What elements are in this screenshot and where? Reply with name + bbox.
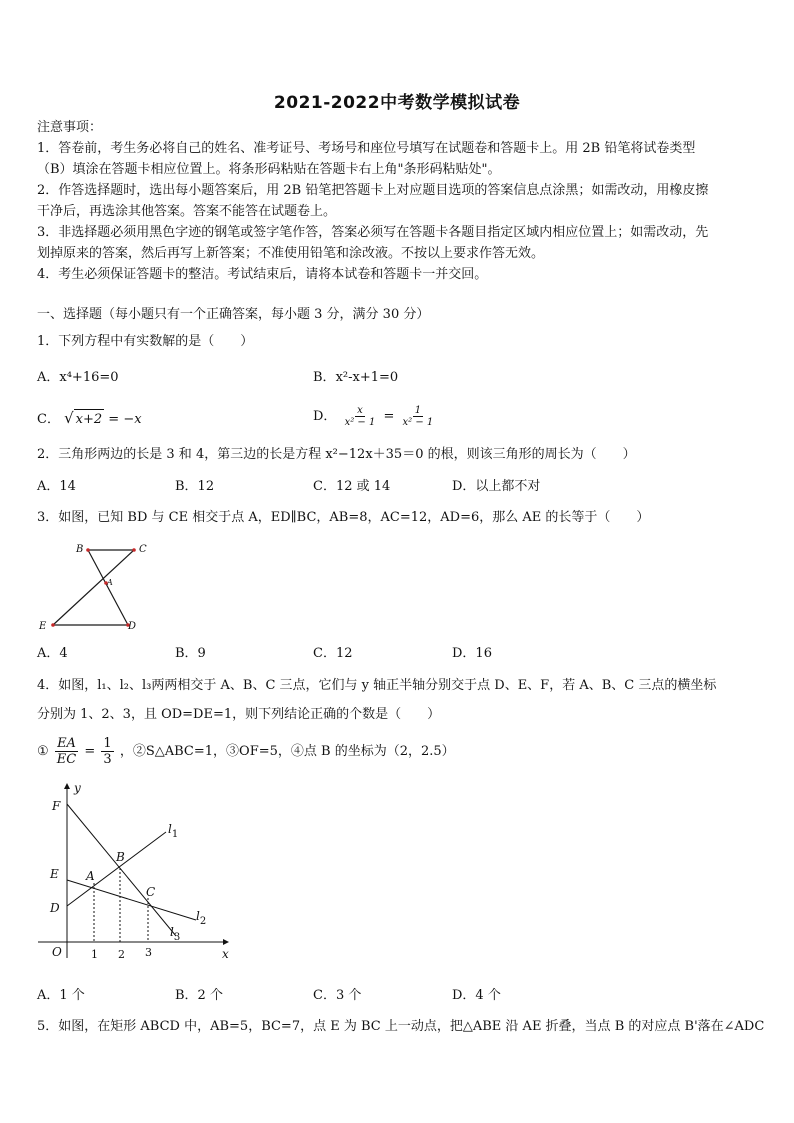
- q4-option-a: A．1 个: [37, 988, 85, 1003]
- q2-option-c: C．12 或 14: [313, 479, 391, 494]
- graph-x-label: x: [222, 947, 229, 961]
- q1-option-b: B．x²-x+1=0: [313, 370, 399, 385]
- graph-e-label: E: [50, 867, 59, 881]
- label-a: A: [107, 578, 113, 587]
- notice-line: 4．考生必须保证答题卡的整洁。考试结束后，请将本试卷和答题卡一并交回。: [37, 267, 488, 282]
- graph-d-label: D: [50, 901, 60, 915]
- notice-heading: 注意事项：: [37, 120, 103, 135]
- q2-option-d: D．以上都不对: [452, 479, 541, 494]
- graph-c-label: C: [146, 885, 156, 899]
- q4-option-d: D．4 个: [452, 988, 501, 1003]
- notice-line: 干净后，再选涂其他答案。答案不能答在试题卷上。: [37, 204, 337, 219]
- question-5-stem: 5．如图，在矩形 ABCD 中，AB=5，BC=7，点 E 为 BC 上一动点，把△ABE 沿 AE 折叠，当点 B 的对应点 B'落在∠ADC: [37, 1019, 765, 1034]
- label-d: D: [128, 621, 137, 632]
- notice-line: 2．作答选择题时，选出每小题答案后，用 2B 铅笔把答题卡上对应题目选项的答案信息点涂黑；如需改动，用橡皮擦: [37, 183, 709, 198]
- graph-l3-label: $l_3$: [170, 925, 181, 943]
- graph-tick-2: 2: [118, 948, 125, 961]
- q2-option-a: A．14: [37, 479, 76, 494]
- q4-option-c: C．3 个: [313, 988, 362, 1003]
- q4-option-b: B．2 个: [175, 988, 223, 1003]
- question-2-stem: 2．三角形两边的长是 3 和 4，第三边的长是方程 x²−12x＋35＝0 的根，则该三角形的周长为（ ）: [37, 447, 636, 462]
- section-heading: 一、选择题（每小题只有一个正确答案，每小题 3 分，满分 30 分）: [37, 307, 430, 322]
- page-title: 2021-2022中考数学模拟试卷: [273, 93, 521, 113]
- notice-line: （B）填涂在答题卡相应位置上。将条形码粘贴在答题卡右上角"条形码粘贴处"。: [37, 162, 501, 177]
- question-4-stem: 4．如图，l₁、l₂、l₃两两相交于 A、B、C 三点，它们与 y 轴正半轴分别交于点 D、E、F，若 A、B、C 三点的横坐标: [37, 678, 717, 693]
- graph-f-label: F: [52, 799, 61, 813]
- graph-origin-label: O: [52, 945, 62, 959]
- question-3-stem: 3．如图，已知 BD 与 CE 相交于点 A，ED∥BC，AB=8，AC=12，AD=6，那么 AE 的长等于（ ）: [37, 510, 650, 525]
- q1-option-a: A．x⁴+16=0: [37, 370, 119, 385]
- q3-option-c: C．12: [313, 646, 353, 661]
- label-b: B: [76, 544, 84, 555]
- graph-y-label: y: [74, 781, 81, 795]
- q2-option-b: B．12: [175, 479, 215, 494]
- q3-figure: [36, 538, 156, 638]
- sqrt-radicand: x+2: [74, 409, 105, 430]
- graph-tick-1: 1: [91, 948, 98, 961]
- label-e: E: [39, 621, 47, 632]
- q3-option-b: B．9: [175, 646, 206, 661]
- graph-b-label: B: [116, 850, 125, 864]
- notice-line: 1．答卷前，考生务必将自己的姓名、准考证号、考场号和座位号填写在试题卷和答题卡上。用 2B 铅笔将试卷类型: [37, 141, 696, 156]
- question-1-stem: 1．下列方程中有实数解的是（ ）: [37, 334, 254, 349]
- notice-line: 划掉原来的答案，然后再写上新答案；不准使用铅笔和涂改液。不按以上要求作答无效。: [37, 246, 545, 261]
- graph-l1-label: $l_1$: [168, 822, 179, 840]
- q1-option-d: D． $\frac{x}{\text{x² − 1}}$ = $\frac{1}{\text{x² − 1}}$: [313, 405, 434, 428]
- q1-option-c: C． √ x+2 = −x: [37, 408, 142, 430]
- question-4-stem-cont: 分别为 1、2、3，且 OD=DE=1，则下列结论正确的个数是（ ）: [37, 707, 441, 722]
- q4-graph: [36, 778, 236, 968]
- label-c: C: [139, 544, 147, 555]
- q3-option-d: D．16: [452, 646, 492, 661]
- q3-option-a: A．4: [37, 646, 68, 661]
- q4-conditions: ① $\frac{EA}{EC}$ = $\frac{1}{3}$ ，②S△ABC=1，③OF=5，④点 B 的坐标为（2，2.5）: [37, 736, 455, 767]
- graph-a-label: A: [86, 869, 95, 883]
- graph-tick-3: 3: [145, 946, 152, 959]
- graph-l2-label: $l_2$: [196, 909, 207, 927]
- notice-line: 3．非选择题必须用黑色字迹的钢笔或签字笔作答，答案必须写在答题卡各题目指定区域内相应位置上；如需改动，先: [37, 225, 709, 240]
